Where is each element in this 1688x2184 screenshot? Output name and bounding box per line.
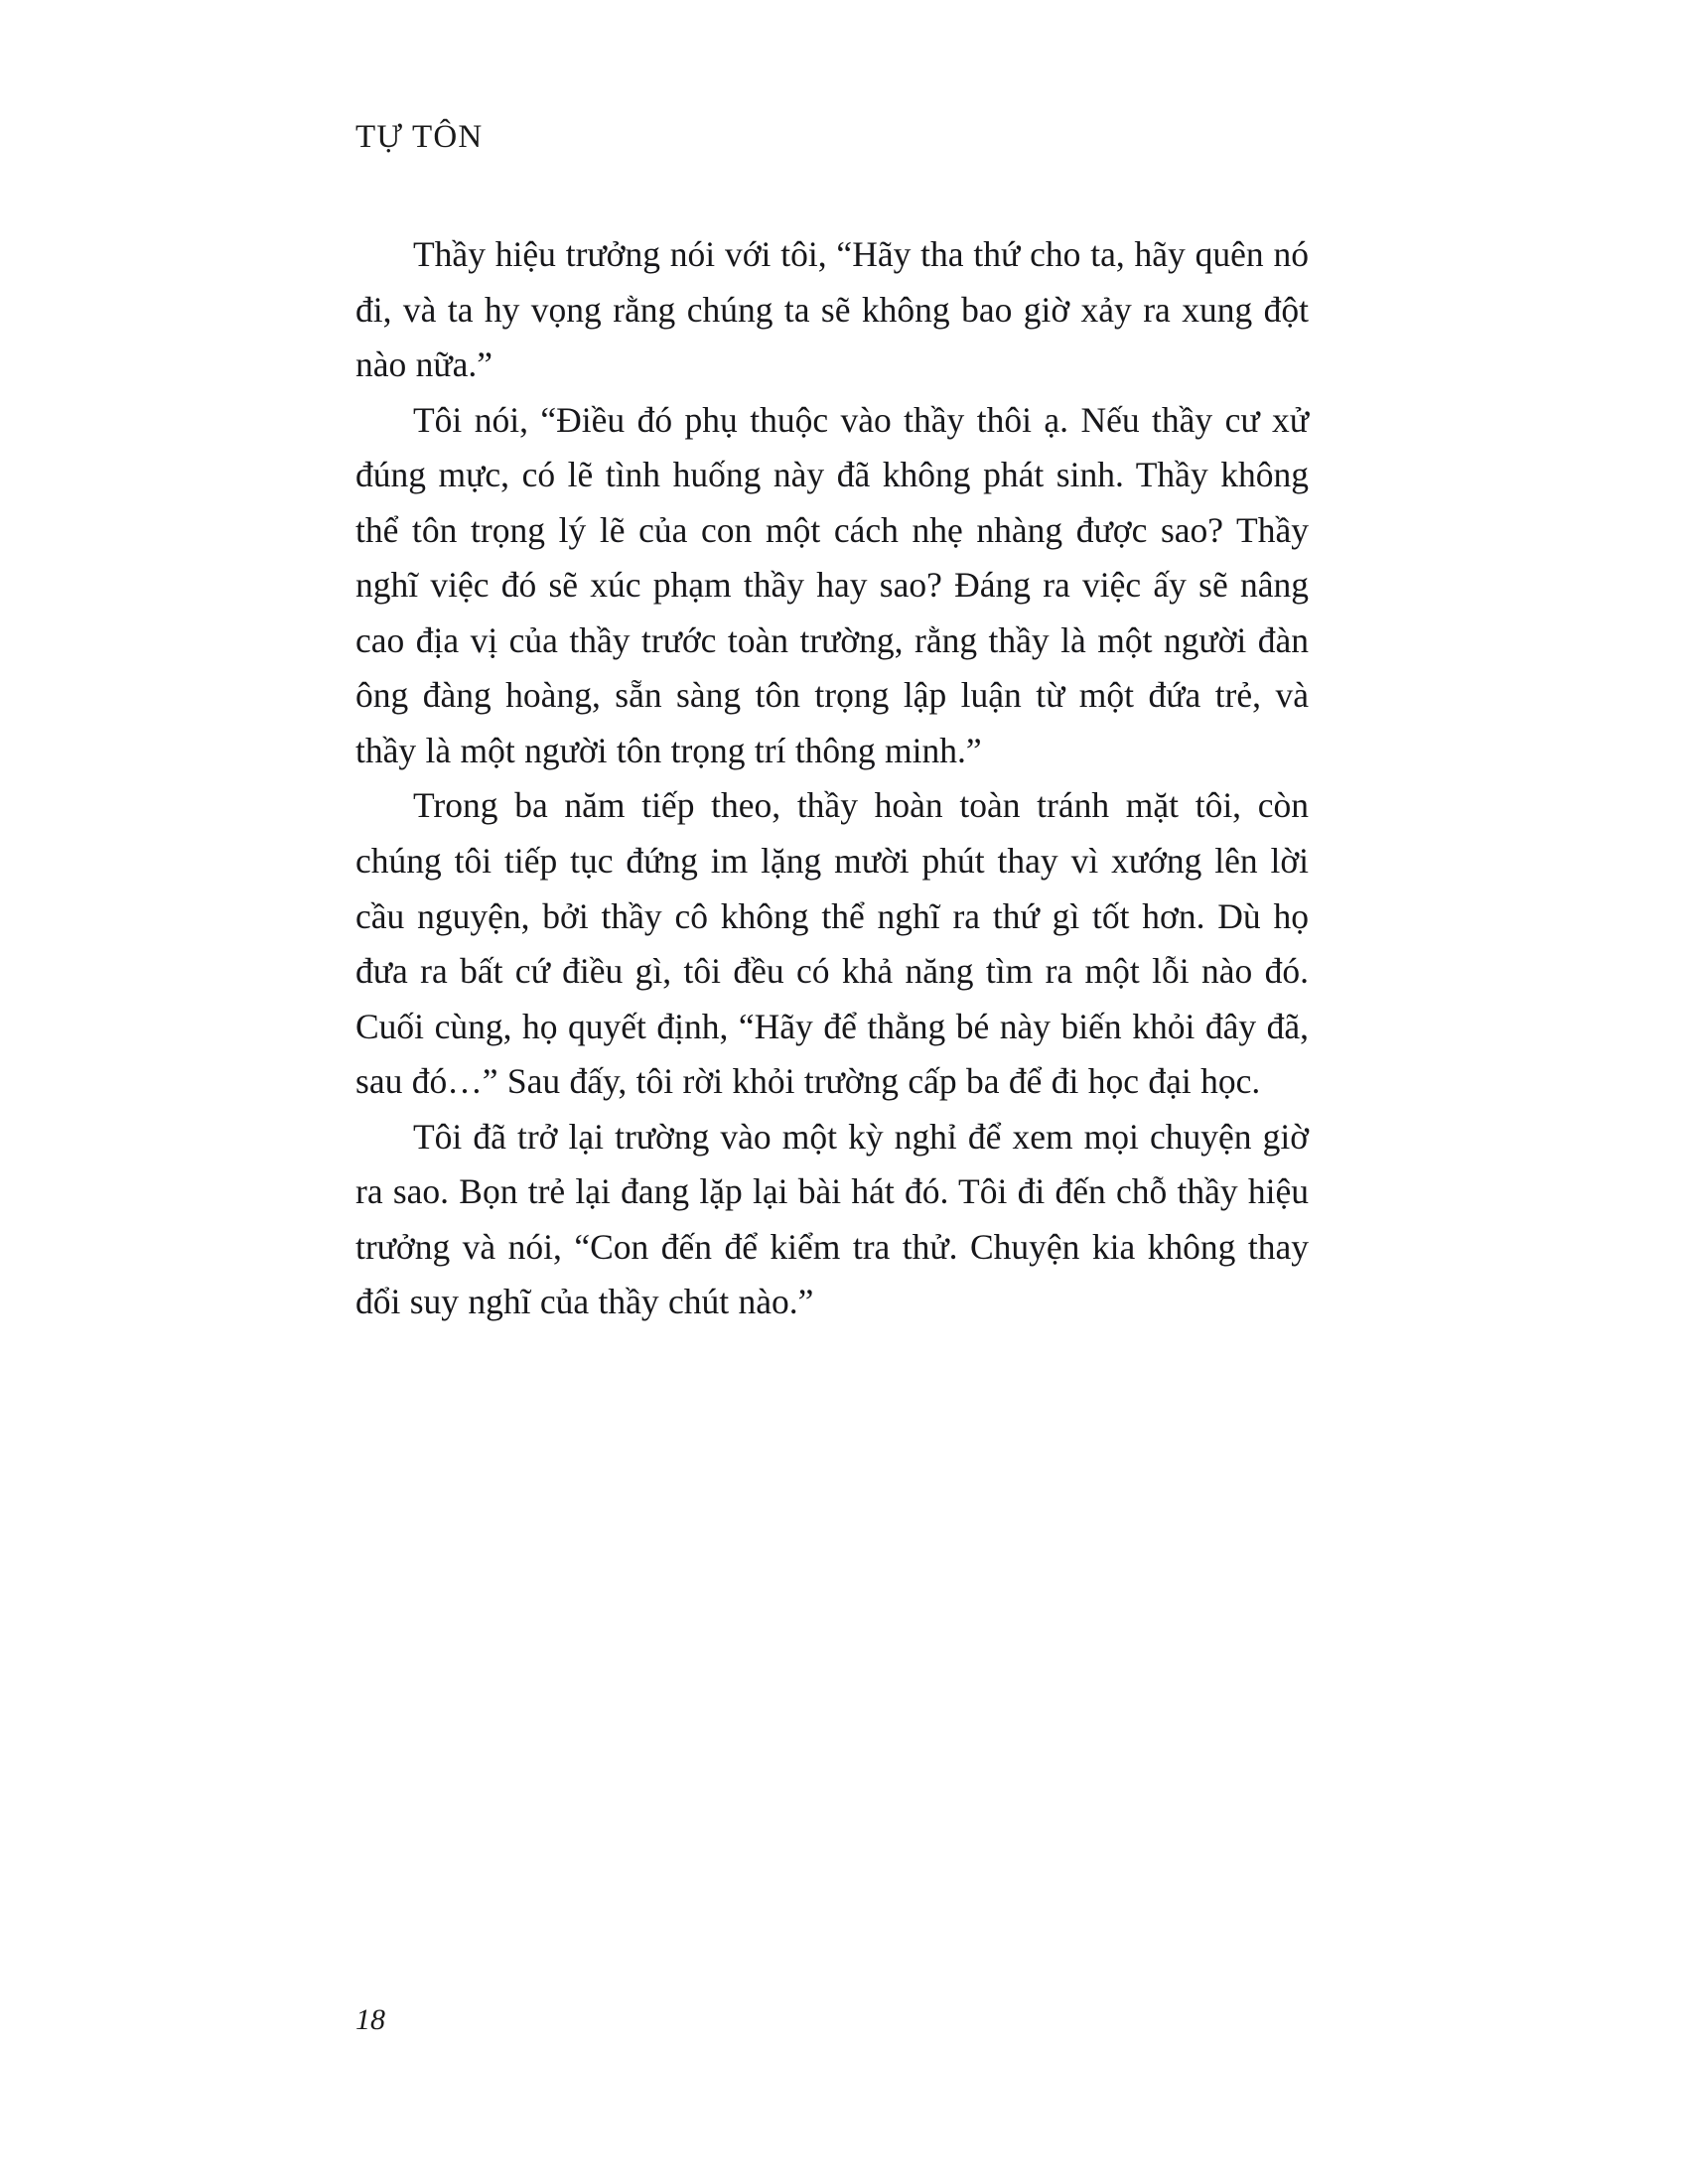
body-text <box>355 227 1309 1330</box>
paragraph: Trong ba năm tiếp theo, thầy hoàn toàn tránh mặt tôi, còn chúng tôi tiếp tục đứng im lặng mười phút thay vì xướng lên lời cầu nguyện, bởi thầy cô không thể nghĩ ra thứ gì tốt hơn. Dù họ đưa ra bất cứ điều gì, tôi đều có khả năng tìm ra một lỗi nào đó. Cuối cùng, họ quyết định, “Hãy để thằng bé này biến khỏi đây đã, sau đó…” Sau đấy, tôi rời khỏi trường cấp ba để đi học đại học. <box>355 785 1309 1102</box>
paragraph: Tôi nói, “Điều đó phụ thuộc vào thầy thôi ạ. Nếu thầy cư xử đúng mực, có lẽ tình huống này đã không phát sinh. Thầy không thể tôn trọng lý lẽ của con một cách nhẹ nhàng được sao? Thầy nghĩ việc đó sẽ xúc phạm thầy hay sao? Đáng ra việc ấy sẽ nâng cao địa vị của thầy trước toàn trường, rằng thầy là một người đàn ông đàng hoàng, sẵn sàng tôn trọng lập luận từ một đứa trẻ, và thầy là một người tôn trọng trí thông minh.” <box>355 399 1309 770</box>
page-number: 18 <box>355 2003 385 2036</box>
running-head: TỰ TÔN <box>355 119 484 155</box>
paragraph: Thầy hiệu trưởng nói với tôi, “Hãy tha thứ cho ta, hãy quên nó đi, và ta hy vọng rằng chúng ta sẽ không bao giờ xảy ra xung đột nào nữa.” <box>355 234 1309 385</box>
page-content <box>355 119 1309 1330</box>
paragraph: Tôi đã trở lại trường vào một kỳ nghỉ để xem mọi chuyện giờ ra sao. Bọn trẻ lại đang lặp lại bài hát đó. Tôi đi đến chỗ thầy hiệu trưởng và nói, “Con đến để kiểm tra thử. Chuyện kia không thay đổi suy nghĩ của thầy chút nào.” <box>355 1116 1309 1322</box>
